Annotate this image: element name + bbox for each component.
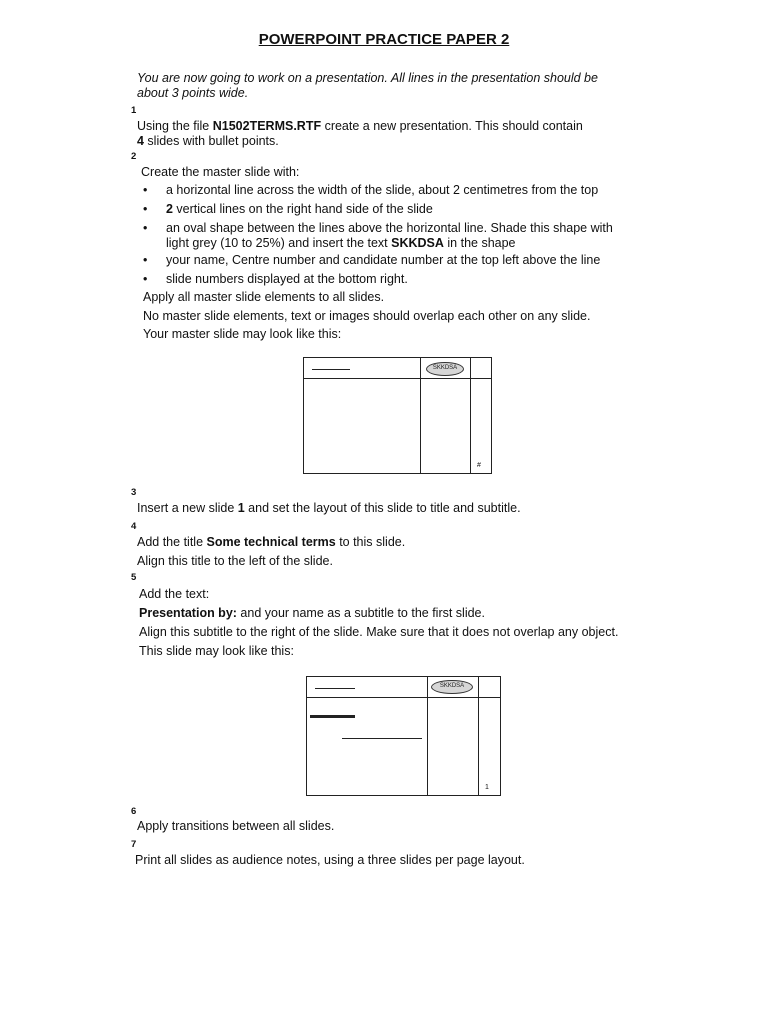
question-number-7: 7 (131, 839, 137, 850)
vertical-line-1 (420, 358, 421, 473)
subtitle-placeholder-line (342, 738, 422, 739)
master-slide-diagram (303, 357, 492, 474)
q2-overlap: No master slide elements, text or images should overlap each other on any slide. (143, 309, 591, 323)
q2-intro: Create the master slide with: (141, 165, 300, 179)
q2-bullet-1: • a horizontal line across the width of the slide, about 2 centimetres from the top (143, 183, 599, 197)
title-slide-diagram (306, 676, 501, 796)
q4-line-2: Align this title to the left of the slide. (137, 554, 333, 568)
slide-number: # (477, 462, 481, 469)
horizontal-line (307, 697, 500, 698)
q3-line: Insert a new slide 1 and set the layout of this slide to title and subtitle. (137, 501, 521, 515)
question-number-3: 3 (131, 487, 137, 498)
vertical-line-1 (427, 677, 428, 795)
question-number-1: 1 (131, 105, 137, 116)
q2-maylook: Your master slide may look like this: (143, 327, 342, 341)
question-number-5: 5 (131, 572, 137, 583)
q5-line-1: Add the text: (139, 587, 210, 601)
q2-bullet-3: • an oval shape between the lines above the horizontal line. Shade this shape with light grey (10 to 25%) and insert the text SKKDSA in the shape (143, 221, 613, 250)
slide-number: 1 (485, 784, 489, 791)
page-title: POWERPOINT PRACTICE PAPER 2 (258, 31, 510, 48)
name-placeholder-line (312, 369, 350, 370)
vertical-line-2 (478, 677, 479, 795)
q1-line-1: Using the file N1502TERMS.RTF create a new presentation. This should contain (137, 119, 583, 133)
q4-line-1: Add the title Some technical terms to this slide. (137, 535, 406, 549)
name-placeholder-line (315, 688, 355, 689)
q6-line: Apply transitions between all slides. (137, 819, 335, 833)
q1-line-2: 4 slides with bullet points. (137, 134, 279, 148)
question-number-2: 2 (131, 151, 137, 162)
question-number-6: 6 (131, 806, 137, 817)
intro-text: You are now going to work on a presentation. All lines in the presentation should be about 3 points wide. (137, 71, 598, 100)
q5-line-4: This slide may look like this: (139, 644, 294, 658)
q7-line: Print all slides as audience notes, using a three slides per page layout. (135, 853, 525, 867)
horizontal-line (304, 378, 491, 379)
skkdsa-oval: SKKDSA (431, 680, 473, 694)
q5-line-3: Align this subtitle to the right of the slide. Make sure that it does not overlap any object. (139, 625, 619, 639)
vertical-line-2 (470, 358, 471, 473)
q2-bullet-2: • 2 vertical lines on the right hand side of the slide (143, 202, 433, 216)
q2-bullet-4: • your name, Centre number and candidate number at the top left above the line (143, 253, 601, 267)
question-number-4: 4 (131, 521, 137, 532)
q2-apply: Apply all master slide elements to all slides. (143, 290, 385, 304)
title-placeholder-line (310, 715, 355, 718)
q5-line-2: Presentation by: and your name as a subtitle to the first slide. (139, 606, 485, 620)
skkdsa-oval: SKKDSA (426, 362, 464, 376)
q2-bullet-5: • slide numbers displayed at the bottom right. (143, 272, 408, 286)
